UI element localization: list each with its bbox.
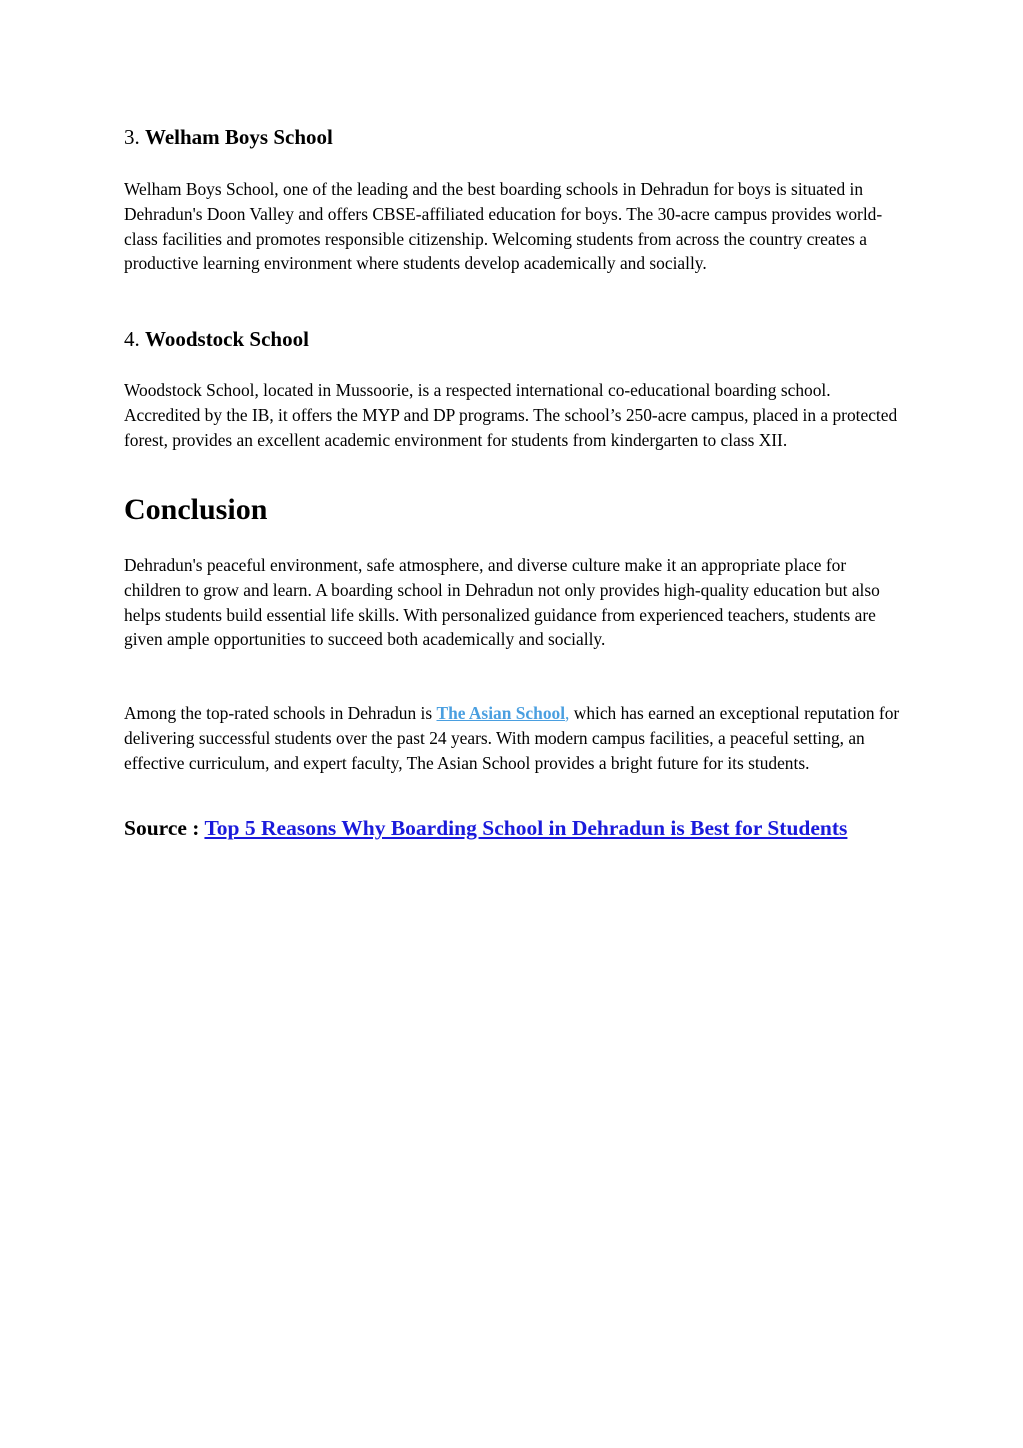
section-number: 4. (124, 327, 140, 351)
conclusion-heading: Conclusion (124, 493, 268, 526)
source-article-link[interactable]: Top 5 Reasons Why Boarding School in Dehradun is Best for Students (204, 816, 848, 840)
asian-school-link[interactable]: The Asian School (436, 703, 566, 723)
section-body-welham: Welham Boys School, one of the leading and the best boarding schools in Dehradun for boys is situated in Dehradun's Doon Valley and offers CBSE-affiliated education for boys. The 30-acre campus provides world-class facilities and promotes responsible citizenship. Welcoming students from across the country creates a productive learning environment where students develop academically and socially. (124, 179, 883, 274)
paragraph-text: which has earned an exceptional reputation for delivering successful students over the past 24 years. With modern campus facilities, a peaceful setting, an effective curriculum, and expert faculty, The Asian School provides a bright future for its students. (124, 703, 900, 773)
paragraph-text: Among the top-rated schools in Dehradun is (124, 703, 437, 723)
section-title: Welham Boys School (145, 125, 333, 149)
link-comma: , (565, 703, 570, 723)
conclusion-paragraph-2 (124, 701, 904, 775)
conclusion-paragraph-1: Dehradun's peaceful environment, safe atmosphere, and diverse culture make it an appropriate place for children to grow and learn. A boarding school in Dehradun not only provides high-quality education but also helps students build essential life skills. With personalized guidance from experienced teachers, students are given ample opportunities to succeed both academically and socially. (124, 555, 880, 650)
section-title: Woodstock School (145, 327, 309, 351)
section-number: 3. (124, 125, 140, 149)
section-heading-welham (124, 124, 333, 150)
source-line (124, 814, 884, 842)
source-label: Source : (124, 816, 205, 840)
section-heading-woodstock (124, 326, 309, 352)
section-body-woodstock: Woodstock School, located in Mussoorie, is a respected international co-educational boarding school. Accredited by the IB, it offers the MYP and DP programs. The school’s 250-acre campus, placed in a protected forest, provides an excellent academic environment for students from kindergarten to class XII. (124, 380, 898, 450)
